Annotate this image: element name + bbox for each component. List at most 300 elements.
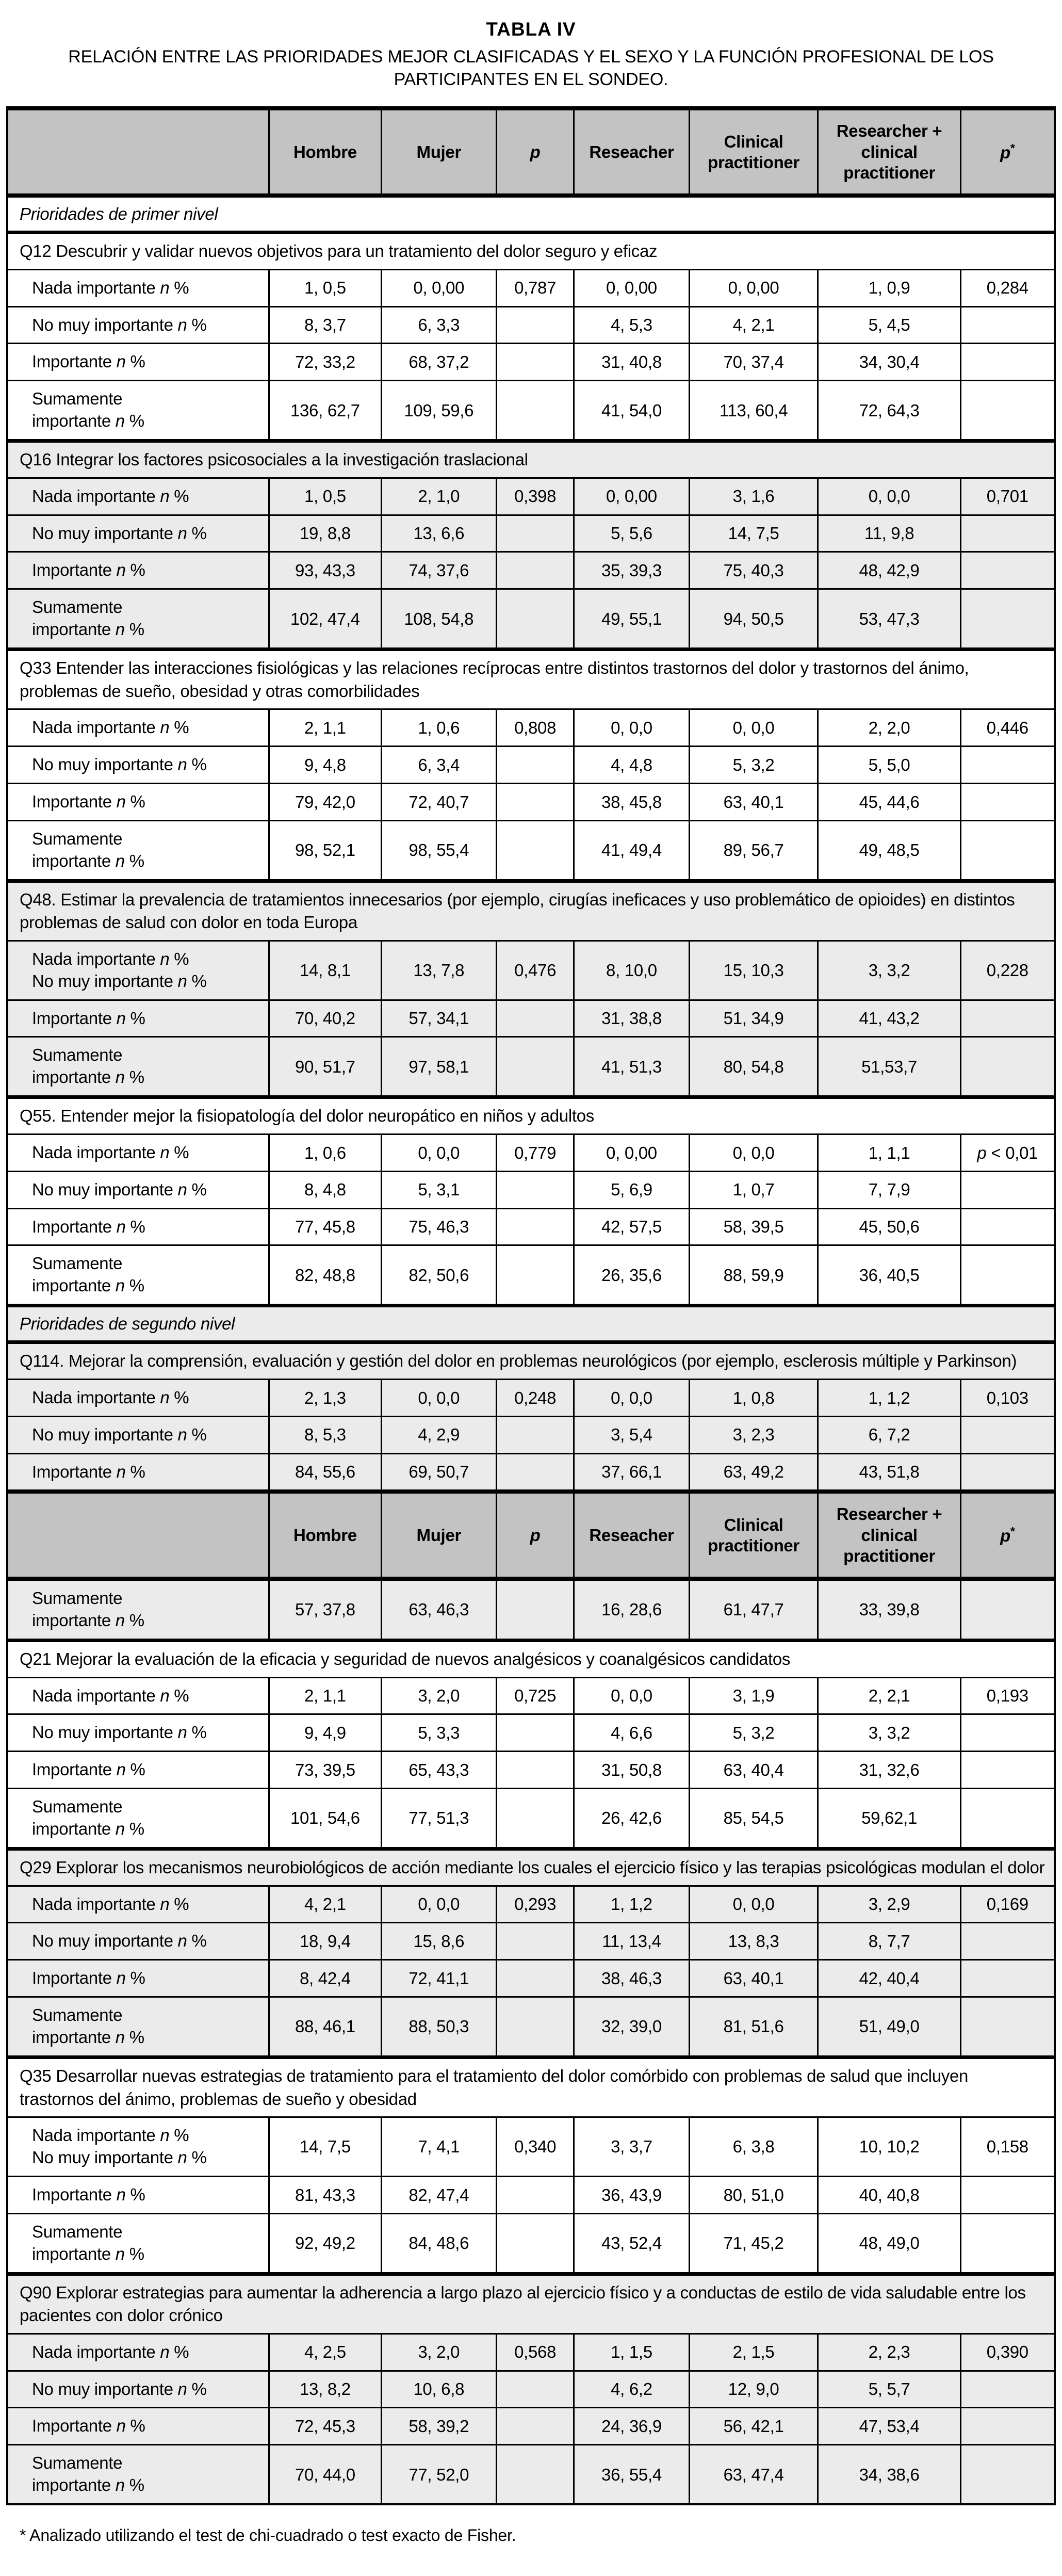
data-cell: 77, 51,3 [381, 1789, 496, 1849]
data-cell: 0,725 [496, 1677, 574, 1714]
row-label: Nada importante n % [7, 709, 269, 747]
data-cell [960, 747, 1055, 784]
table-row [7, 1379, 1055, 1416]
data-cell: 82, 48,8 [269, 1245, 381, 1306]
data-cell: 63, 40,4 [689, 1752, 818, 1789]
data-cell: 14, 8,1 [269, 941, 381, 1000]
question-title: Q90 Explorar estrategias para aumentar la adherencia a largo plazo al ejercicio físico y a conductas de estilo de vida saludable entre los pacientes con dolor crónico [7, 2274, 1055, 2334]
level-header: Prioridades de segundo nivel [7, 1306, 1055, 1342]
row-label: Sumamente importante n % [7, 381, 269, 441]
data-cell: 1, 0,7 [689, 1171, 818, 1208]
row-label: No muy importante n % [7, 1171, 269, 1208]
table-row [7, 589, 1055, 650]
data-cell [960, 306, 1055, 344]
data-cell: 41, 54,0 [574, 381, 689, 441]
table-row [7, 1677, 1055, 1714]
data-cell: 63, 47,4 [689, 2445, 818, 2504]
data-cell: 31, 50,8 [574, 1752, 689, 1789]
data-cell: 41, 49,4 [574, 820, 689, 881]
data-cell: 0,568 [496, 2334, 574, 2371]
data-cell: 1, 0,9 [818, 269, 960, 306]
data-cell: 108, 54,8 [381, 589, 496, 650]
row-label: Nada importante n % [7, 2334, 269, 2371]
data-cell [496, 1714, 574, 1752]
data-cell: 57, 34,1 [381, 1000, 496, 1037]
data-cell: 3, 2,3 [689, 1416, 818, 1453]
data-cell [496, 2371, 574, 2408]
level-header: Prioridades de primer nivel [7, 196, 1055, 233]
row-label: Nada importante n % [7, 478, 269, 515]
row-label: Sumamente importante n % [7, 1245, 269, 1306]
data-cell: 49, 55,1 [574, 589, 689, 650]
data-cell: 85, 54,5 [689, 1789, 818, 1849]
data-cell: 24, 36,9 [574, 2408, 689, 2445]
data-cell: 9, 4,9 [269, 1714, 381, 1752]
data-cell: 37, 66,1 [574, 1453, 689, 1492]
data-cell: 8, 4,8 [269, 1171, 381, 1208]
question-title: Q114. Mejorar la comprensión, evaluación y gestión del dolor en problemas neurológicos (por ejemplo, esclerosis múltiple y Parkinson) [7, 1342, 1055, 1380]
row-label: No muy importante n % [7, 2371, 269, 2408]
row-label: No muy importante n % [7, 747, 269, 784]
data-cell: 34, 30,4 [818, 344, 960, 381]
data-cell: 51,53,7 [818, 1037, 960, 1097]
data-cell: 4, 2,1 [689, 306, 818, 344]
data-cell: 84, 55,6 [269, 1453, 381, 1492]
data-cell: 13, 6,6 [381, 515, 496, 552]
data-cell: 2, 2,3 [818, 2334, 960, 2371]
table-row [7, 1886, 1055, 1923]
data-cell: 14, 7,5 [269, 2117, 381, 2177]
data-cell [496, 381, 574, 441]
data-cell: 0, 0,00 [574, 269, 689, 306]
data-cell: 5, 3,2 [689, 747, 818, 784]
table-row [7, 515, 1055, 552]
row-label: Sumamente importante n % [7, 1579, 269, 1640]
data-cell [496, 2213, 574, 2274]
data-cell: 63, 46,3 [381, 1579, 496, 1640]
row-label: No muy importante n % [7, 515, 269, 552]
data-cell: 0,340 [496, 2117, 574, 2177]
data-cell: 56, 42,1 [689, 2408, 818, 2445]
data-cell: 0,158 [960, 2117, 1055, 2177]
table-row [7, 1000, 1055, 1037]
data-cell [960, 2445, 1055, 2504]
data-cell [496, 515, 574, 552]
data-cell: 3, 3,2 [818, 941, 960, 1000]
table-row [7, 2371, 1055, 2408]
data-cell: 2, 1,3 [269, 1379, 381, 1416]
data-cell [496, 306, 574, 344]
table-row [7, 2117, 1055, 2177]
data-cell: 4, 6,6 [574, 1714, 689, 1752]
question-title: Q16 Integrar los factores psicosociales a la investigación traslacional [7, 441, 1055, 478]
data-cell: 8, 10,0 [574, 941, 689, 1000]
data-cell: 101, 54,6 [269, 1789, 381, 1849]
data-cell: 10, 6,8 [381, 2371, 496, 2408]
data-cell [496, 1579, 574, 1640]
data-cell: 70, 44,0 [269, 2445, 381, 2504]
table-row [7, 1923, 1055, 1960]
data-cell: 80, 54,8 [689, 1037, 818, 1097]
data-cell: 0, 0,0 [381, 1886, 496, 1923]
data-cell: 0, 0,0 [381, 1379, 496, 1416]
data-cell: 41, 43,2 [818, 1000, 960, 1037]
data-cell: 5, 5,0 [818, 747, 960, 784]
data-cell: 69, 50,7 [381, 1453, 496, 1492]
question-title: Q33 Entender las interacciones fisiológicas y las relaciones recíprocas entre distintos trastornos del dolor y trastornos del ánimo, problemas de sueño, obesidad y otras comorbilidades [7, 650, 1055, 709]
data-cell: 47, 53,4 [818, 2408, 960, 2445]
data-cell: 45, 50,6 [818, 1208, 960, 1245]
data-cell: 38, 46,3 [574, 1960, 689, 1997]
data-cell: 0,398 [496, 478, 574, 515]
row-label: Nada importante n % No muy importante n % [7, 2117, 269, 2177]
data-cell: 0, 0,0 [689, 709, 818, 747]
data-cell: 0,787 [496, 269, 574, 306]
data-cell: 58, 39,5 [689, 1208, 818, 1245]
row-label: Sumamente importante n % [7, 820, 269, 881]
data-cell: 31, 38,8 [574, 1000, 689, 1037]
data-cell [496, 589, 574, 650]
data-cell: 2, 1,0 [381, 478, 496, 515]
data-cell: 0,701 [960, 478, 1055, 515]
data-cell: 26, 42,6 [574, 1789, 689, 1849]
data-cell [960, 1923, 1055, 1960]
table-row [7, 552, 1055, 589]
data-cell: 57, 37,8 [269, 1579, 381, 1640]
data-cell: 2, 1,1 [269, 1677, 381, 1714]
data-cell: 5, 5,6 [574, 515, 689, 552]
data-cell: 109, 59,6 [381, 381, 496, 441]
data-cell [960, 552, 1055, 589]
column-header: p* [960, 1492, 1055, 1579]
data-cell: 36, 43,9 [574, 2176, 689, 2213]
data-cell: 8, 3,7 [269, 306, 381, 344]
data-cell: 48, 49,0 [818, 2213, 960, 2274]
row-label: Nada importante n % [7, 1677, 269, 1714]
data-cell: 65, 43,3 [381, 1752, 496, 1789]
table-row [7, 269, 1055, 306]
data-cell: 45, 44,6 [818, 784, 960, 821]
row-label: Sumamente importante n % [7, 589, 269, 650]
level-header-row [7, 196, 1055, 233]
data-cell: 4, 2,9 [381, 1416, 496, 1453]
question-title-row [7, 2274, 1055, 2334]
data-cell: 42, 40,4 [818, 1960, 960, 1997]
row-label: Sumamente importante n % [7, 1037, 269, 1097]
data-cell: 3, 1,6 [689, 478, 818, 515]
data-cell [960, 2213, 1055, 2274]
data-cell: 31, 40,8 [574, 344, 689, 381]
data-cell: 43, 52,4 [574, 2213, 689, 2274]
data-cell: 6, 3,3 [381, 306, 496, 344]
data-cell: 1, 0,5 [269, 269, 381, 306]
data-cell: 59,62,1 [818, 1789, 960, 1849]
table-row [7, 941, 1055, 1000]
data-cell: 63, 49,2 [689, 1453, 818, 1492]
data-cell [960, 1752, 1055, 1789]
data-cell: 1, 0,6 [381, 709, 496, 747]
data-cell [496, 1923, 574, 1960]
data-cell: 61, 47,7 [689, 1579, 818, 1640]
data-cell: 1, 1,2 [574, 1886, 689, 1923]
column-header: p [496, 1492, 574, 1579]
question-title: Q21 Mejorar la evaluación de la eficacia y seguridad de nuevos analgésicos y coanalgésicos candidatos [7, 1640, 1055, 1677]
row-label: Importante n % [7, 1208, 269, 1245]
data-cell [960, 589, 1055, 650]
data-cell: 51, 34,9 [689, 1000, 818, 1037]
data-cell [960, 1171, 1055, 1208]
data-cell: 0,103 [960, 1379, 1055, 1416]
data-cell: 6, 3,4 [381, 747, 496, 784]
data-cell: 113, 60,4 [689, 381, 818, 441]
data-cell [960, 1416, 1055, 1453]
data-cell: 0,248 [496, 1379, 574, 1416]
column-header: p [496, 108, 574, 196]
table-row [7, 306, 1055, 344]
column-header: p* [960, 108, 1055, 196]
table-row [7, 1171, 1055, 1208]
question-title-row [7, 2057, 1055, 2117]
table-row [7, 820, 1055, 881]
table-row [7, 1134, 1055, 1171]
data-cell [960, 784, 1055, 821]
data-cell: 0, 0,00 [574, 1134, 689, 1171]
table-body [7, 108, 1055, 2504]
table-row [7, 1714, 1055, 1752]
data-cell [960, 1714, 1055, 1752]
row-label: Sumamente importante n % [7, 1997, 269, 2057]
table-row [7, 1752, 1055, 1789]
data-cell: 0, 0,00 [574, 478, 689, 515]
data-cell [496, 1208, 574, 1245]
data-cell: 0,293 [496, 1886, 574, 1923]
level-header-row [7, 1306, 1055, 1342]
column-header: Reseacher [574, 1492, 689, 1579]
data-cell: p < 0,01 [960, 1134, 1055, 1171]
table-row [7, 2176, 1055, 2213]
column-header: Researcher + clinical practitioner [818, 1492, 960, 1579]
data-cell: 70, 40,2 [269, 1000, 381, 1037]
data-cell: 94, 50,5 [689, 589, 818, 650]
data-cell: 0, 0,00 [689, 269, 818, 306]
row-label: Sumamente importante n % [7, 2213, 269, 2274]
data-cell: 35, 39,3 [574, 552, 689, 589]
data-cell [960, 381, 1055, 441]
data-cell: 72, 40,7 [381, 784, 496, 821]
row-label: Importante n % [7, 1453, 269, 1492]
data-cell: 72, 33,2 [269, 344, 381, 381]
data-cell: 38, 45,8 [574, 784, 689, 821]
data-cell: 0,228 [960, 941, 1055, 1000]
data-cell: 4, 2,5 [269, 2334, 381, 2371]
data-cell: 48, 42,9 [818, 552, 960, 589]
data-cell [496, 1000, 574, 1037]
data-cell [960, 344, 1055, 381]
data-cell: 0,808 [496, 709, 574, 747]
data-cell [496, 344, 574, 381]
column-header: Clinical practitioner [689, 1492, 818, 1579]
data-cell: 2, 1,5 [689, 2334, 818, 2371]
data-cell: 31, 32,6 [818, 1752, 960, 1789]
data-cell: 93, 43,3 [269, 552, 381, 589]
data-cell: 136, 62,7 [269, 381, 381, 441]
data-cell: 8, 42,4 [269, 1960, 381, 1997]
row-label: Sumamente importante n % [7, 1789, 269, 1849]
data-cell: 5, 3,2 [689, 1714, 818, 1752]
data-cell: 42, 57,5 [574, 1208, 689, 1245]
column-header-row [7, 1492, 1055, 1579]
table-row [7, 381, 1055, 441]
data-cell: 4, 4,8 [574, 747, 689, 784]
data-cell: 89, 56,7 [689, 820, 818, 881]
data-cell: 5, 3,1 [381, 1171, 496, 1208]
data-cell: 49, 48,5 [818, 820, 960, 881]
data-cell: 33, 39,8 [818, 1579, 960, 1640]
data-cell: 3, 3,2 [818, 1714, 960, 1752]
data-cell [960, 1960, 1055, 1997]
data-cell: 74, 37,6 [381, 552, 496, 589]
data-cell [496, 1997, 574, 2057]
table-row [7, 344, 1055, 381]
data-cell: 1, 1,1 [818, 1134, 960, 1171]
data-cell [960, 820, 1055, 881]
data-cell: 32, 39,0 [574, 1997, 689, 2057]
table-row [7, 747, 1055, 784]
data-cell: 0, 0,0 [381, 1134, 496, 1171]
data-cell [960, 2408, 1055, 2445]
data-cell: 0, 0,0 [574, 709, 689, 747]
question-title-row [7, 1640, 1055, 1677]
data-cell: 13, 7,8 [381, 941, 496, 1000]
data-cell [496, 552, 574, 589]
row-label: Importante n % [7, 1960, 269, 1997]
column-header: Mujer [381, 108, 496, 196]
data-cell: 3, 1,9 [689, 1677, 818, 1714]
data-cell: 15, 10,3 [689, 941, 818, 1000]
data-cell: 0,193 [960, 1677, 1055, 1714]
data-cell: 68, 37,2 [381, 344, 496, 381]
data-cell [496, 820, 574, 881]
data-cell: 0,390 [960, 2334, 1055, 2371]
data-cell [496, 747, 574, 784]
question-title-row [7, 233, 1055, 270]
data-cell: 16, 28,6 [574, 1579, 689, 1640]
data-cell: 13, 8,3 [689, 1923, 818, 1960]
data-cell: 97, 58,1 [381, 1037, 496, 1097]
row-label: Nada importante n % [7, 1886, 269, 1923]
data-cell: 0, 0,0 [574, 1379, 689, 1416]
data-cell: 2, 2,0 [818, 709, 960, 747]
data-cell: 79, 42,0 [269, 784, 381, 821]
data-cell: 3, 2,0 [381, 1677, 496, 1714]
data-cell: 19, 8,8 [269, 515, 381, 552]
table-row [7, 2445, 1055, 2504]
data-cell: 13, 8,2 [269, 2371, 381, 2408]
data-cell: 1, 1,2 [818, 1379, 960, 1416]
data-cell: 51, 49,0 [818, 1997, 960, 2057]
column-header: Hombre [269, 1492, 381, 1579]
data-cell: 88, 46,1 [269, 1997, 381, 2057]
data-cell: 4, 6,2 [574, 2371, 689, 2408]
data-cell: 88, 50,3 [381, 1997, 496, 2057]
data-cell: 70, 37,4 [689, 344, 818, 381]
data-cell [496, 2408, 574, 2445]
data-cell: 77, 52,0 [381, 2445, 496, 2504]
column-header: Reseacher [574, 108, 689, 196]
row-label: Importante n % [7, 2408, 269, 2445]
table-row [7, 1208, 1055, 1245]
data-cell [496, 1752, 574, 1789]
data-cell: 4, 5,3 [574, 306, 689, 344]
data-cell: 3, 2,0 [381, 2334, 496, 2371]
column-header: Mujer [381, 1492, 496, 1579]
data-cell: 14, 7,5 [689, 515, 818, 552]
data-cell: 0, 0,0 [689, 1886, 818, 1923]
table-row [7, 784, 1055, 821]
row-label: No muy importante n % [7, 306, 269, 344]
data-cell: 80, 51,0 [689, 2176, 818, 2213]
data-cell: 88, 59,9 [689, 1245, 818, 1306]
data-cell: 71, 45,2 [689, 2213, 818, 2274]
row-label: Nada importante n % [7, 1379, 269, 1416]
table-row [7, 1960, 1055, 1997]
data-cell: 0, 0,00 [381, 269, 496, 306]
data-cell: 72, 41,1 [381, 1960, 496, 1997]
data-cell [960, 1579, 1055, 1640]
data-cell: 84, 48,6 [381, 2213, 496, 2274]
data-cell: 5, 5,7 [818, 2371, 960, 2408]
page-subtitle: RELACIÓN ENTRE LAS PRIORIDADES MEJOR CLASIFICADAS Y EL SEXO Y LA FUNCIÓN PROFESIONAL DE LOS PARTICIPANTES EN EL SONDEO. [68, 47, 994, 90]
data-cell [496, 1171, 574, 1208]
data-cell: 15, 8,6 [381, 1923, 496, 1960]
column-header-empty [7, 108, 269, 196]
data-cell: 0,779 [496, 1134, 574, 1171]
data-cell: 98, 55,4 [381, 820, 496, 881]
data-cell: 63, 40,1 [689, 1960, 818, 1997]
row-label: Importante n % [7, 1000, 269, 1037]
priority-table [6, 106, 1056, 2505]
column-header: Hombre [269, 108, 381, 196]
table-row [7, 1579, 1055, 1640]
data-cell: 53, 47,3 [818, 589, 960, 650]
data-cell: 8, 7,7 [818, 1923, 960, 1960]
data-cell [496, 1245, 574, 1306]
data-cell: 1, 0,8 [689, 1379, 818, 1416]
data-cell: 2, 2,1 [818, 1677, 960, 1714]
data-cell: 75, 40,3 [689, 552, 818, 589]
data-cell [960, 1245, 1055, 1306]
data-cell [496, 1037, 574, 1097]
data-cell [960, 1453, 1055, 1492]
row-label: Nada importante n % [7, 1134, 269, 1171]
table-row [7, 1037, 1055, 1097]
data-cell: 7, 4,1 [381, 2117, 496, 2177]
data-cell: 6, 3,8 [689, 2117, 818, 2177]
row-label: No muy importante n % [7, 1923, 269, 1960]
table-footnote: * Analizado utilizando el test de chi-cuadrado o test exacto de Fisher. [20, 2526, 516, 2545]
table-row [7, 478, 1055, 515]
data-cell: 73, 39,5 [269, 1752, 381, 1789]
question-title-row [7, 881, 1055, 941]
question-title-row [7, 650, 1055, 709]
row-label: Importante n % [7, 1752, 269, 1789]
data-cell: 102, 47,4 [269, 589, 381, 650]
row-label: Importante n % [7, 784, 269, 821]
row-label: No muy importante n % [7, 1714, 269, 1752]
data-cell: 92, 49,2 [269, 2213, 381, 2274]
table-row [7, 709, 1055, 747]
data-cell: 3, 3,7 [574, 2117, 689, 2177]
